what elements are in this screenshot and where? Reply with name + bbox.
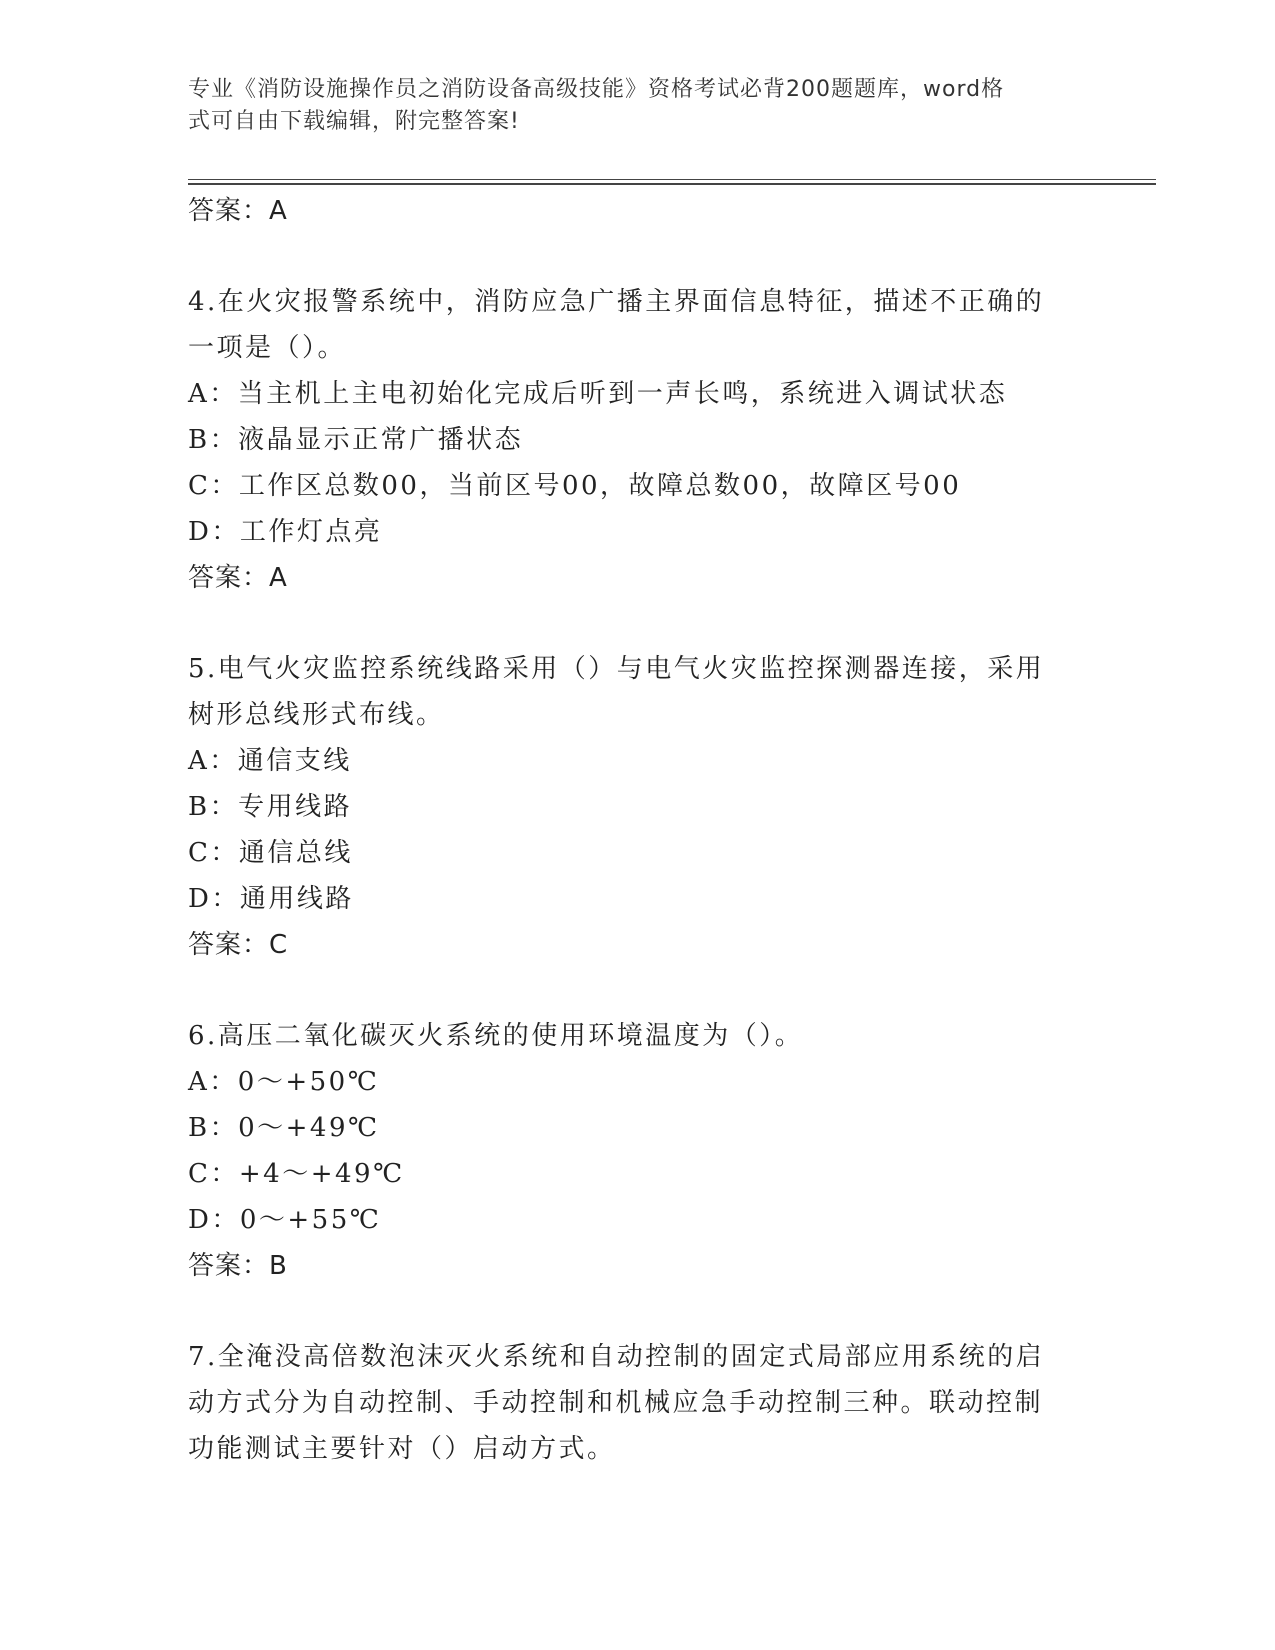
question-stem-line: 一项是（）。 <box>188 333 347 363</box>
question-stem-line: 树形总线形式布线。 <box>188 700 445 730</box>
answer-line: 答案：C <box>188 930 289 960</box>
option-a: A：通信支线 <box>188 746 352 776</box>
header-divider-thick <box>188 183 1156 185</box>
question-list <box>188 188 1068 1472</box>
option-b: B：液晶显示正常广播状态 <box>188 425 524 455</box>
option-c: C：通信总线 <box>188 838 353 868</box>
header-line-2: 式可自由下载编辑，附完整答案! <box>188 109 520 134</box>
option-d: D：工作灯点亮 <box>188 517 383 547</box>
question-7 <box>188 1334 1068 1472</box>
question-stem-line: 7.全淹没高倍数泡沫灭火系统和自动控制的固定式局部应用系统的启 <box>188 1342 1045 1372</box>
option-c: C：+4～+49℃ <box>188 1159 405 1189</box>
header-line-1: 专业《消防设施操作员之消防设备高级技能》资格考试必背200题题库，word格 <box>188 77 1005 102</box>
question-stem-line: 5.电气火灾监控系统线路采用（）与电气火灾监控探测器连接，采用 <box>188 654 1045 684</box>
option-a: A：0～+50℃ <box>188 1067 380 1097</box>
answer-line: 答案：A <box>188 563 288 593</box>
option-b: B：专用线路 <box>188 792 353 822</box>
option-b: B：0～+49℃ <box>188 1113 380 1143</box>
previous-answer: 答案：A <box>188 196 288 226</box>
document-header <box>188 74 1068 138</box>
question-6 <box>188 1013 1068 1289</box>
question-4 <box>188 279 1068 601</box>
option-c: C：工作区总数00，当前区号00，故障总数00，故障区号00 <box>188 471 962 501</box>
option-d: D：通用线路 <box>188 884 354 914</box>
question-5 <box>188 646 1068 968</box>
question-stem-line: 4.在火灾报警系统中，消防应急广播主界面信息特征，描述不正确的 <box>188 287 1045 317</box>
question-stem-line: 动方式分为自动控制、手动控制和机械应急手动控制三种。联动控制 <box>188 1388 1044 1418</box>
question-stem-line: 功能测试主要针对（）启动方式。 <box>188 1434 616 1464</box>
question-stem-line: 6.高压二氧化碳灭火系统的使用环境温度为（）。 <box>188 1021 804 1051</box>
header-divider-thin <box>188 179 1156 180</box>
option-a: A：当主机上主电初始化完成后听到一声长鸣，系统进入调试状态 <box>188 379 1008 409</box>
answer-line: 答案：B <box>188 1251 288 1281</box>
option-d: D：0～+55℃ <box>188 1205 382 1235</box>
